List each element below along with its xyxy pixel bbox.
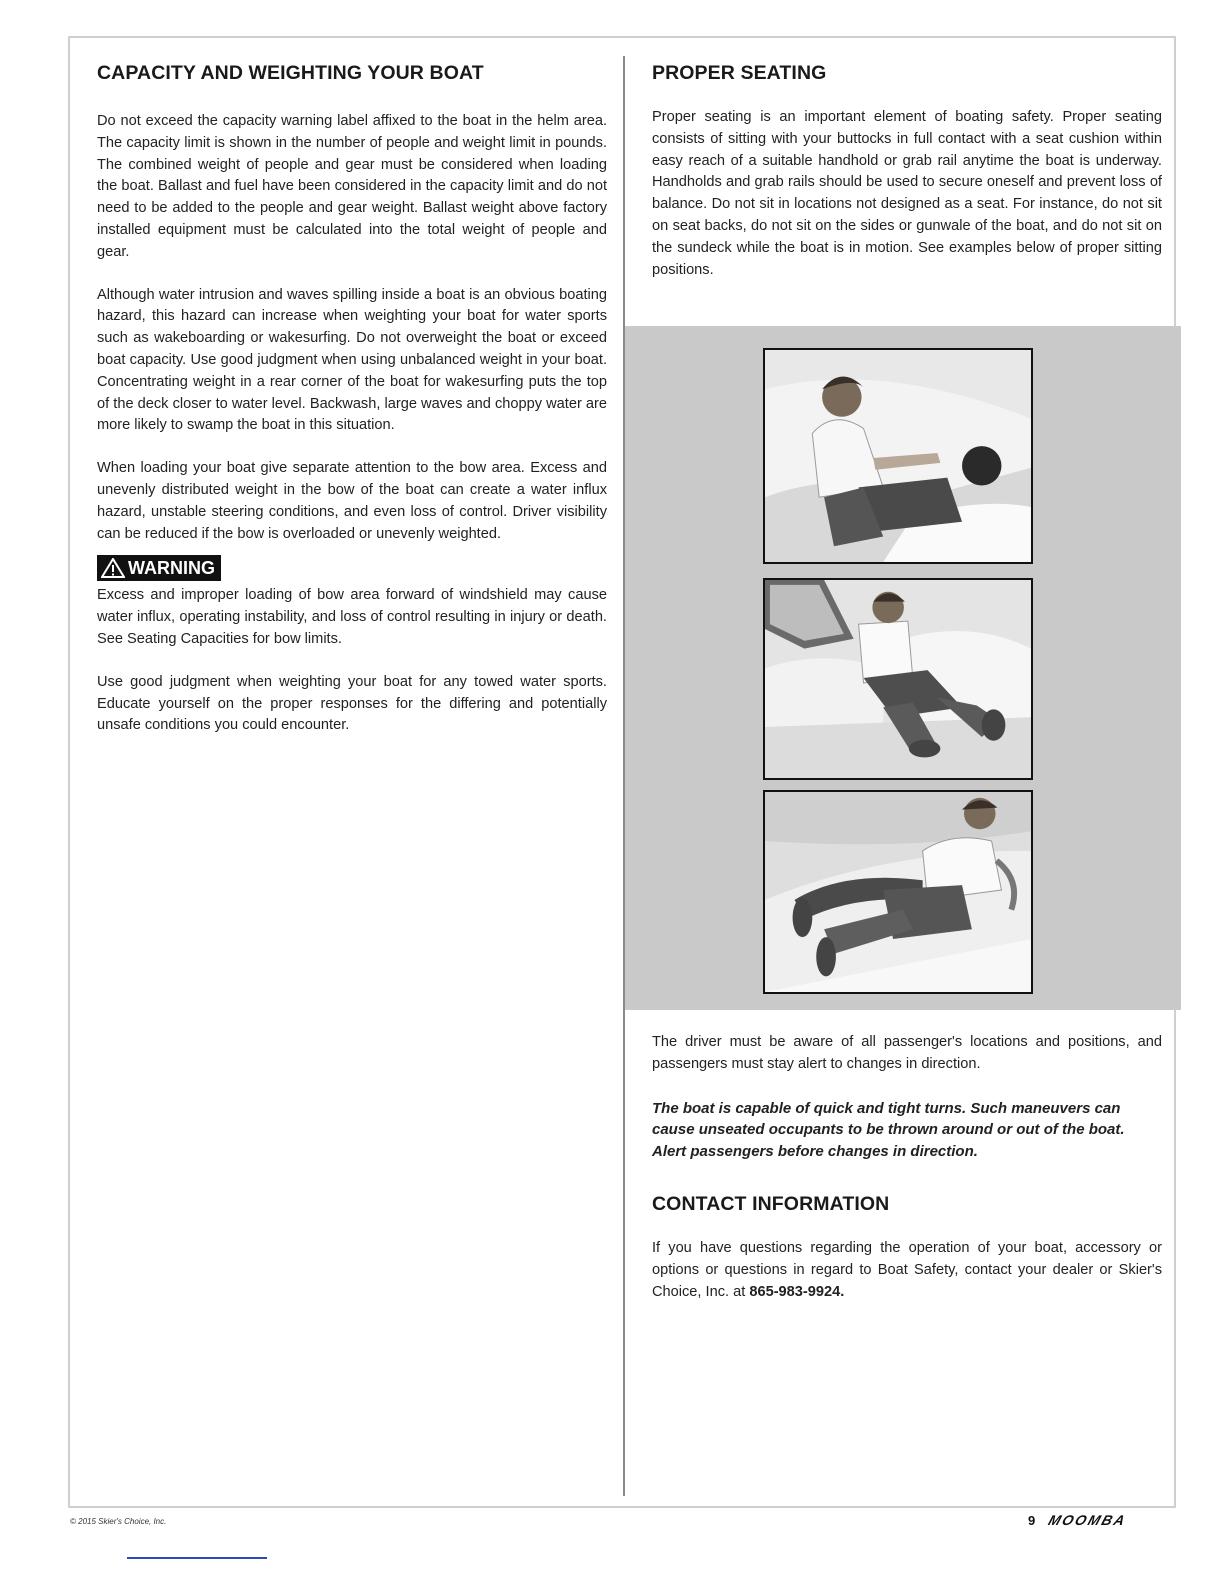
seating-heading: PROPER SEATING — [652, 62, 827, 84]
blue-underline — [127, 1557, 267, 1559]
seating-photo-1 — [763, 348, 1033, 564]
warning-text: Excess and improper loading of bow area forward of windshield may cause water influx, operating instability, and loss of control resulting in injury or death. See Seating Capacities for bow limits. — [97, 587, 607, 647]
warning-triangle-icon — [101, 558, 125, 578]
seating-photo-3 — [763, 790, 1033, 994]
capacity-paragraph-4: Use good judgment when weighting your boat for any towed water sports. Educate yourself on the proper responses for the differing and potentially unsafe conditions you could encounter. — [97, 673, 607, 734]
contact-paragraph — [652, 1238, 1162, 1303]
contact-phone: 865-983-9924. — [749, 1283, 845, 1300]
contact-text: If you have questions regarding the operation of your boat, accessory or options or questions in regard to Boat Safety, contact your dealer or Skier's Choice, Inc. at — [652, 1239, 1162, 1300]
seating-photo-2 — [763, 578, 1033, 780]
capacity-paragraph-2: Although water intrusion and waves spilling inside a boat is an obvious boating hazard, this hazard can increase when weighting your boat for water sports such as wakeboarding or wakesurfing. Do not overweight the boat or exceed boat capacity. Use good judgment when using unbalanced weight in your boat. Concentrating weight in a rear corner of the boat for wakesurfing puts the top of the deck closer to water level. Backwash, large waves and choppy water are more likely to swamp the boat in this situation. — [97, 286, 607, 434]
capacity-heading: CAPACITY AND WEIGHTING YOUR BOAT — [97, 62, 484, 84]
page-number: 9 — [1028, 1512, 1036, 1528]
warning-label: WARNING — [128, 557, 215, 578]
left-column — [97, 62, 607, 758]
turns-caution-paragraph: The boat is capable of quick and tight turns. Such maneuvers can cause unseated occupants to be thrown around or out of the boat. Alert passengers before changes in direction. — [652, 1099, 1125, 1161]
right-column — [652, 62, 1162, 281]
seating-photo-panel — [625, 326, 1181, 1010]
seating-paragraph-1: Proper seating is an important element of boating safety. Proper seating consists of sitting with your buttocks in full contact with a seat cushion within easy reach of a suitable handhold or grab rail anytime the boat is underway. Handholds and grab rails should be used to secure oneself and prevent loss of balance. Do not sit in locations not designed as a seat. For instance, do not sit on seat backs, do not sit on the sides or gunwale of the boat, and do not sit on the sundeck while the boat is in motion. See examples below of proper sitting positions. — [652, 109, 1162, 278]
footer-right — [1028, 1512, 1130, 1528]
right-lower-content — [652, 1032, 1162, 1303]
contact-heading: CONTACT INFORMATION — [652, 1192, 890, 1215]
capacity-paragraph-3: When loading your boat give separate attention to the bow area. Excess and unevenly distributed weight in the bow of the boat can create a water influx hazard, unstable steering conditions, and even loss of control. Driver visibility can be reduced if the bow is overloaded or unevenly weighted. — [97, 460, 607, 542]
footer-copyright: © 2015 Skier's Choice, Inc. — [70, 1517, 167, 1526]
driver-awareness-paragraph: The driver must be aware of all passenger's locations and positions, and passengers must stay alert to changes in direction. — [652, 1034, 1162, 1072]
capacity-paragraph-1: Do not exceed the capacity warning label affixed to the boat in the helm area. The capacity limit is shown in the number of people and weight limit in pounds. The combined weight of people and gear must be considered when loading the boat. Ballast and fuel have been considered in the capacity limit and do not need to be added to the people and gear weight. Ballast weight above factory installed equipment must be calculated into the total weight of people and gear. — [97, 113, 607, 260]
brand-logo: MOOMBA — [1046, 1512, 1130, 1528]
warning-badge — [97, 555, 221, 581]
